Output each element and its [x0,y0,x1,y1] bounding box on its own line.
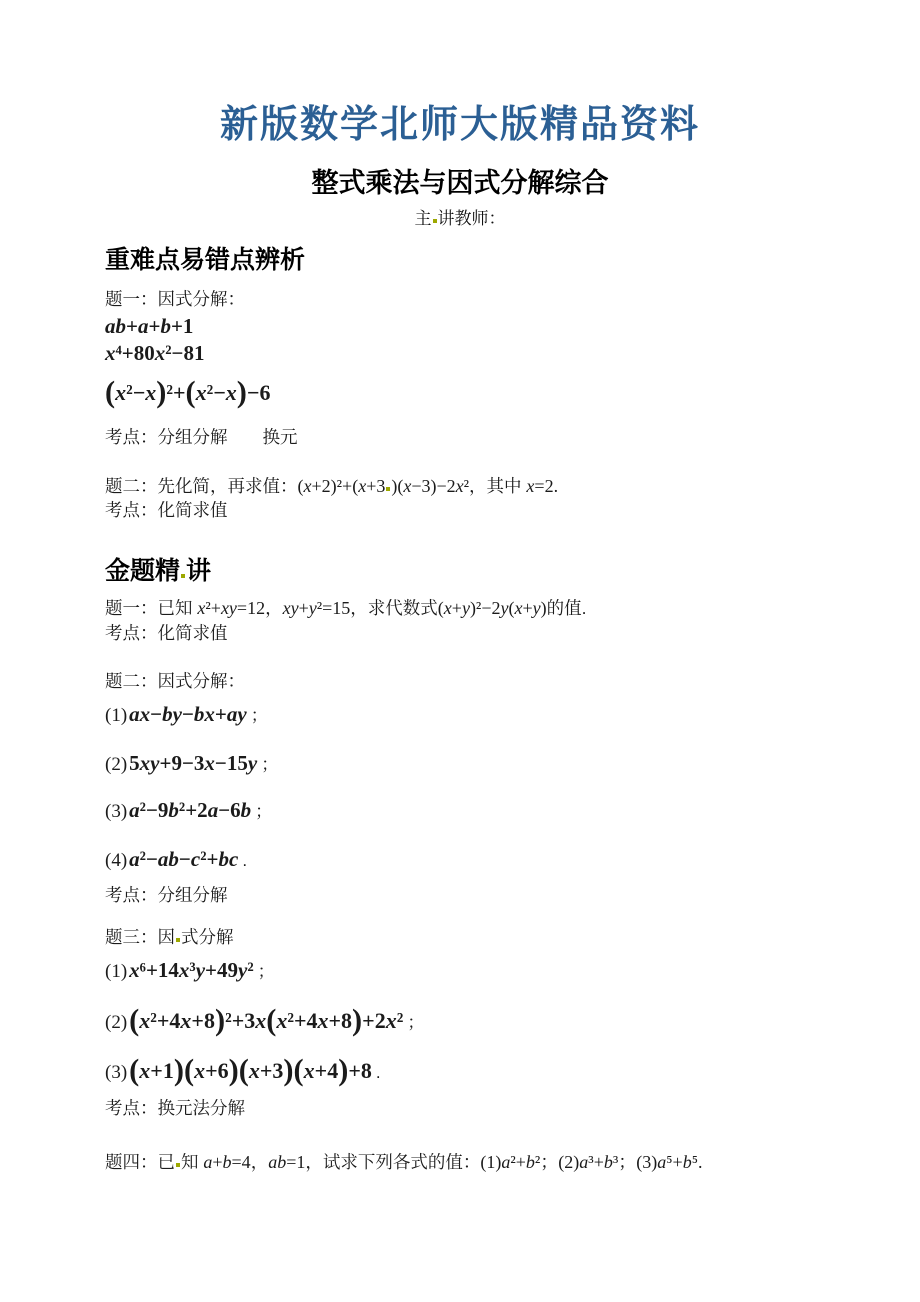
formula-expression: (x²+4x+8)²+3x(x²+4x+8)+2x² [129,1003,404,1037]
formula-item-1 [105,957,275,984]
item-number: (2) [105,1012,128,1033]
kaodian-grouping-substitution: 考点：分组分解 换元 [105,427,298,447]
spellcheck-dot [176,938,180,942]
formula-expression: ax−by−bx+ay [129,702,247,726]
golden-problem-3-label [105,927,234,949]
golden-problem-2-label: 题二：因式分解： [105,671,245,691]
golden-problem-1-line [105,597,587,620]
gp4-label-pre: 题四：已 [105,1152,175,1172]
problem-2-line [105,475,558,498]
formula-simplify-part1: (x+2)²+(x+3 [297,476,386,496]
gp1-comma: ， [265,598,283,618]
gp1-label: 题一：已知 [105,598,198,618]
formula-item-3 [105,1055,381,1085]
gp3-label-post: 式分解 [181,927,234,947]
item-tail: ； [407,1013,425,1032]
teacher-text-pre: 主 [414,209,432,228]
item-number: (1) [105,961,128,982]
gp4-comma: ， [250,1152,269,1172]
formula-item-3 [105,797,272,824]
kaodian-substitution-method: 考点：换元法分解 [105,1098,245,1118]
item-tail: ； [257,962,275,981]
gp4-label-post: 知 [181,1152,204,1172]
formula-expression: 5xy+9−3x−15y [129,751,258,775]
problem-2-label: 题二：先化简，再求值： [105,476,298,496]
formula-ab-a-b-1: ab+a+b+1 [105,314,194,338]
section-title-post: 讲 [186,557,212,585]
item-tail: . [242,851,248,870]
section-title-pre: 金题精 [105,557,181,585]
item-number: (3) [105,1062,128,1083]
formula-item-2 [105,750,278,777]
item-number: (1) [105,705,128,726]
formula-x2-x-squared: (x²−x)²+(x²−x)−6 [105,375,271,409]
kaodian-simplify-evaluate-2: 考点：化简求值 [105,623,228,643]
formula-xy-y2-15: xy+y²=15 [282,598,351,618]
formula-x4-80x2-81: x⁴+80x²−81 [105,341,205,365]
formula-simplify-part2: )(x−3)−2x² [391,476,470,496]
item-number: (3) [105,801,128,822]
gp1-mid-text: ，求代数式 [350,598,438,618]
spellcheck-dot [433,219,437,223]
formula-expression: x⁶+14x³y+49y² [129,958,254,982]
item-tail: ； [250,706,268,725]
formula-expression: a²−ab−c²+bc [129,847,239,871]
teacher-text-post: 讲教师： [437,209,506,228]
problem-1-label: 题一：因式分解： [105,289,245,309]
formula-item-2 [105,1005,424,1035]
item-tail: . [375,1063,381,1082]
section-title-key-points: 重难点易错点辨析 [105,246,306,274]
problem-2-mid-text: ，其中 [469,476,527,496]
spellcheck-dot [386,487,390,491]
spellcheck-dot [176,1163,180,1167]
formula-x2-xy-12: x²+xy=12 [197,598,266,618]
kaodian-grouping: 考点：分组分解 [105,885,228,905]
teacher-line [0,208,920,229]
kaodian-simplify-evaluate: 考点：化简求值 [105,500,228,520]
gp4-mid-text: ，试求下列各式的值： [305,1152,481,1172]
formula-item-4 [105,846,247,873]
lesson-title: 整式乘法与因式分解综合 [311,168,609,198]
item-tail: ； [261,755,279,774]
item-number: (4) [105,850,128,871]
golden-problem-4-line [105,1151,702,1174]
formula-ab-1: ab=1 [268,1152,306,1172]
item-number: (2) [105,754,128,775]
doc-title: 新版数学北师大版精品资料 [219,104,700,146]
formula-x-equals-2: x=2. [526,476,559,496]
gp3-label-pre: 题三：因 [105,927,175,947]
formula-expression: a²−9b²+2a−6b [129,798,252,822]
gp1-end-text: 的值. [546,598,587,618]
formula-expression: (x+1)(x+6)(x+3)(x+4)+8 [129,1053,372,1087]
item-tail: ； [255,802,273,821]
formula-x-plus-y-squared: (x+y)²−2y(x+y) [437,598,547,618]
section-title-golden-problems [105,556,211,587]
formula-powers-list: (1)a²+b²；(2)a³+b³；(3)a⁵+b⁵. [480,1152,703,1172]
formula-item-1 [105,701,268,728]
spellcheck-dot [181,574,185,578]
formula-a-plus-b-4: a+b=4 [203,1152,251,1172]
